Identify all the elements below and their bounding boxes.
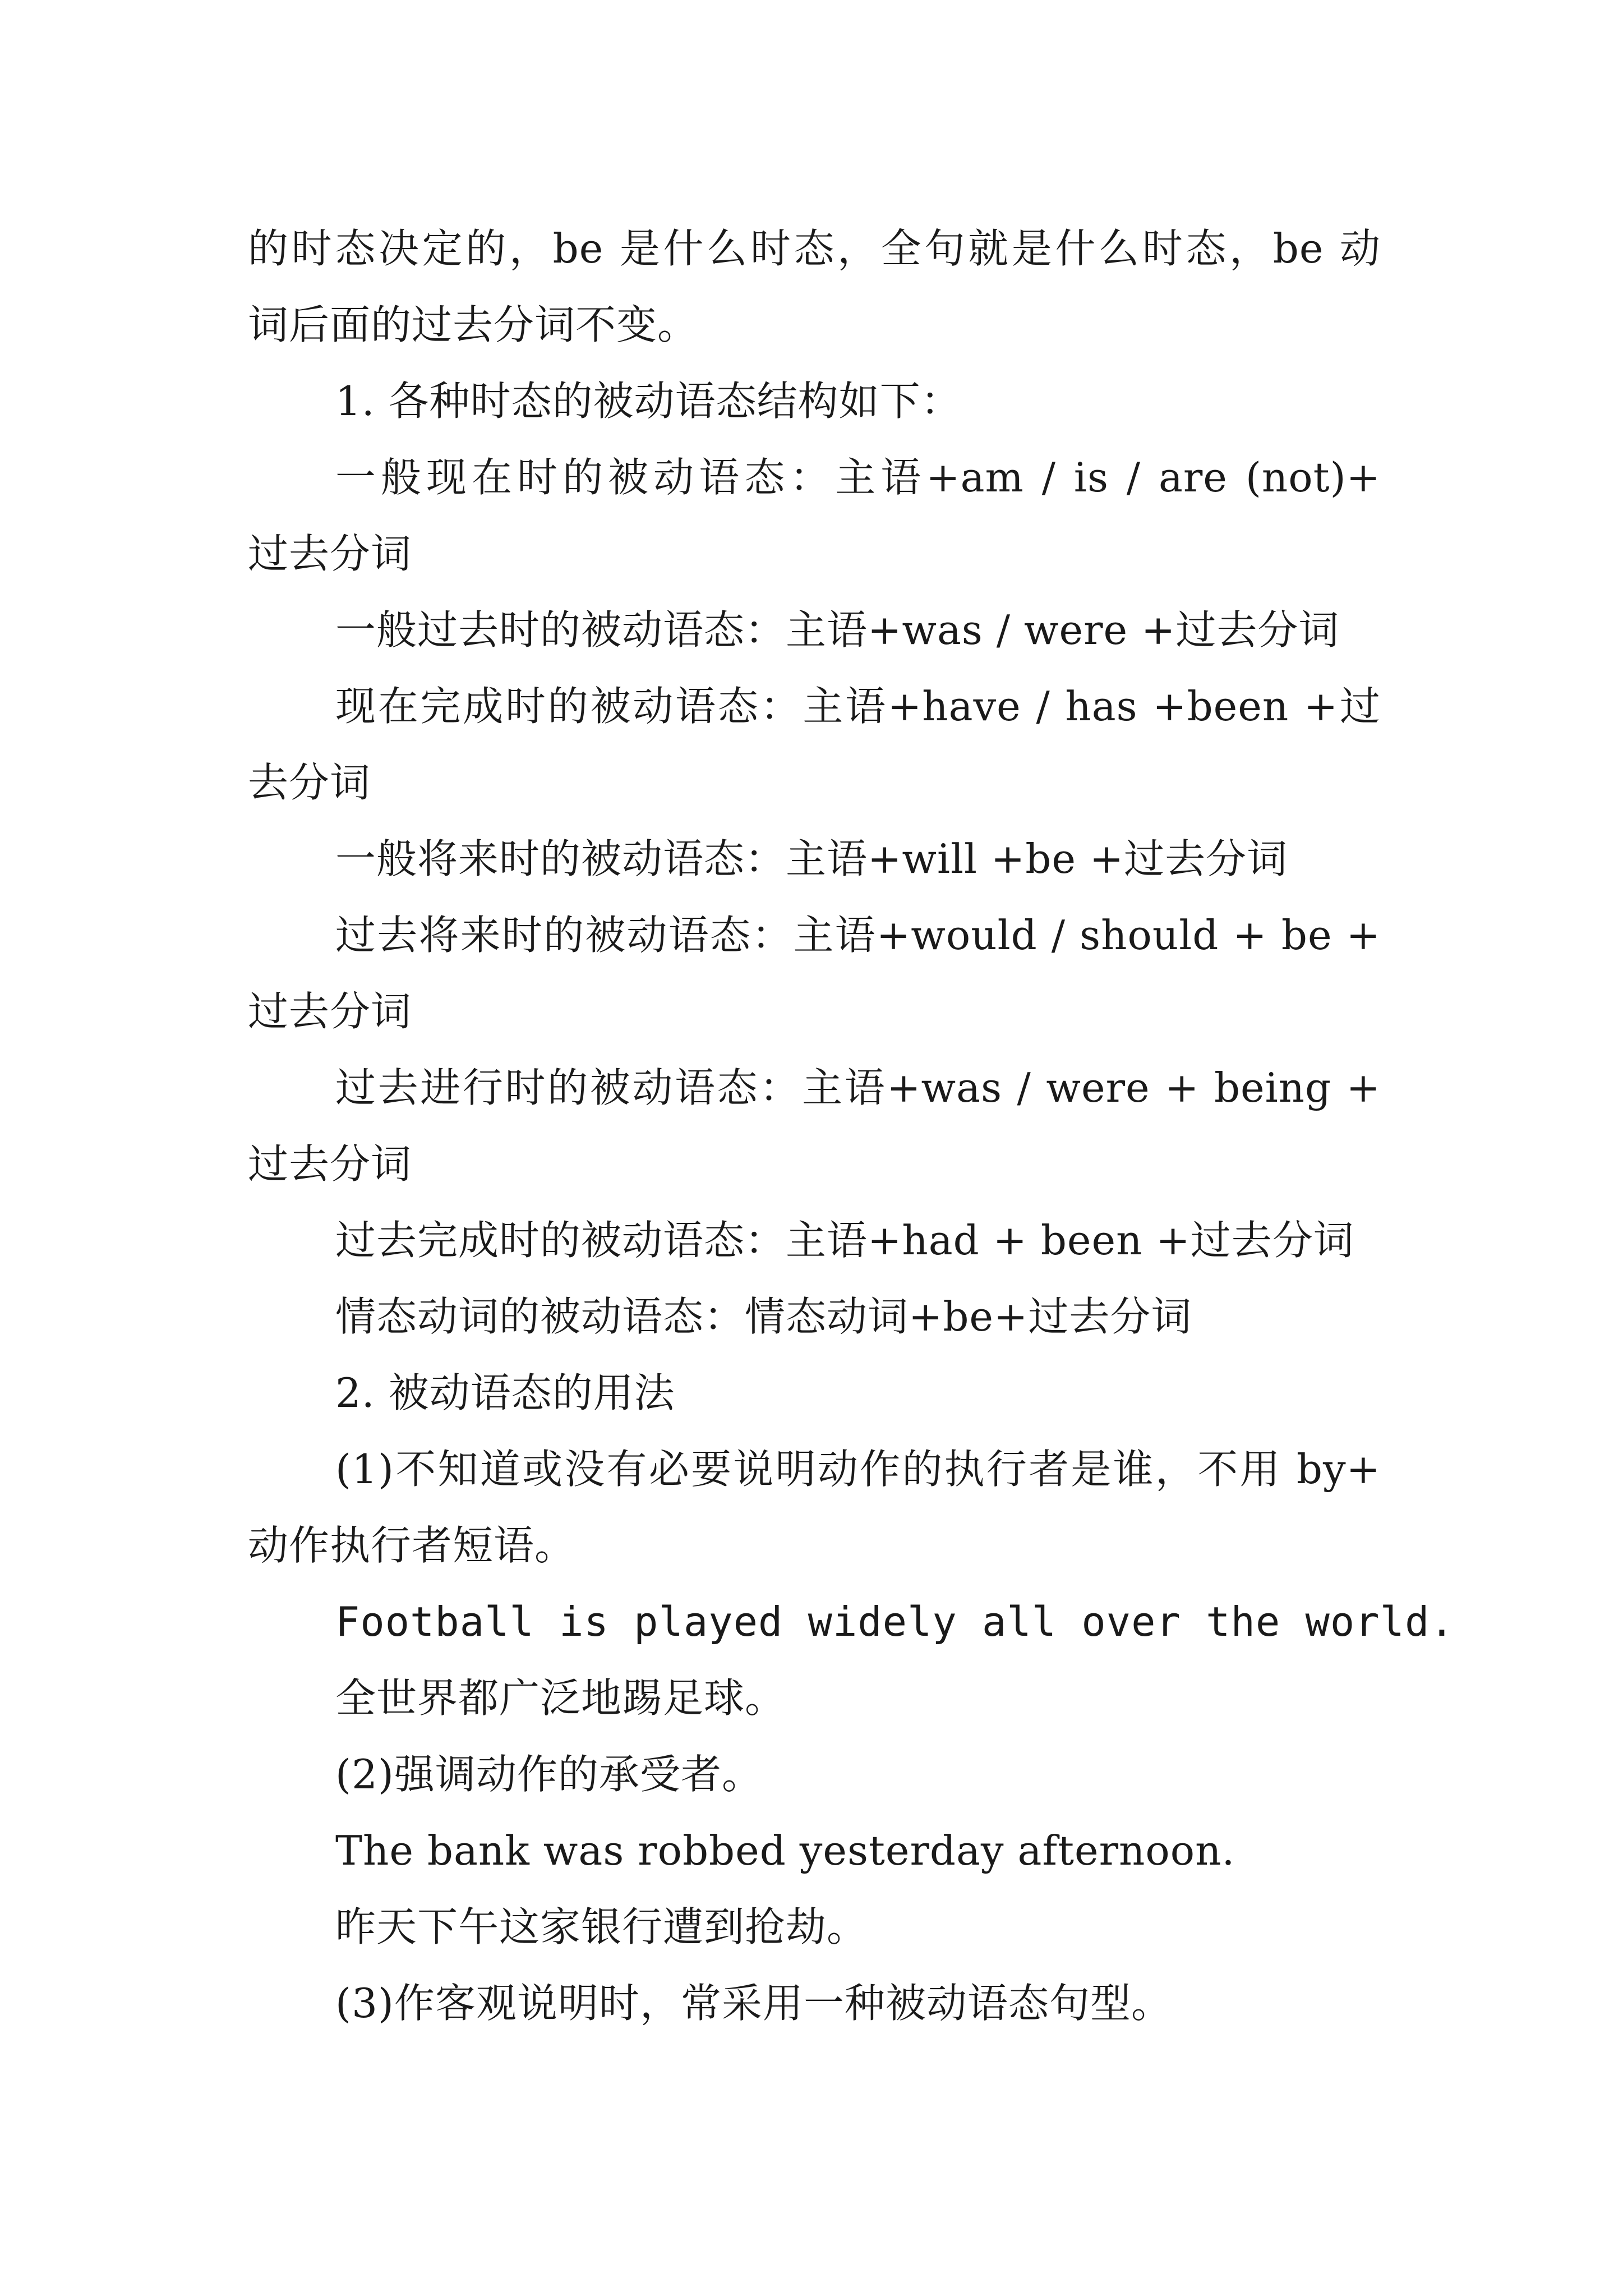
text-line: 过去完成时的被动语态：主语+had + been +过去分词 [335,1217,1354,1264]
text-line: (1)不知道或没有必要说明动作的执行者是谁，不用 by+ [335,1446,1381,1493]
text-line: (2)强调动作的承受者。 [335,1751,763,1798]
example-sentence: The bank was robbed yesterday afternoon. [335,1827,1235,1874]
text-line: 过去将来时的被动语态：主语+would / should + be + [335,912,1381,959]
text-line: 一般现在时的被动语态：主语+am / is / are (not)+ [335,454,1381,501]
document-body [248,210,1455,2041]
example-translation: 昨天下午这家银行遭到抢劫。 [335,1903,868,1950]
text-line: 过去分词 [248,530,412,577]
text-line: 过去进行时的被动语态：主语+was / were + being + [335,1064,1381,1111]
text-line: 情态动词的被动语态：情态动词+be+过去分词 [335,1293,1192,1340]
text-line: 词后面的过去分词不变。 [248,301,699,348]
example-translation: 全世界都广泛地踢足球。 [335,1674,786,1722]
section-heading: 2. 被动语态的用法 [335,1369,675,1416]
text-line: 过去分词 [248,1140,412,1188]
section-heading: 1. 各种时态的被动语态结构如下： [335,378,962,425]
text-line: 现在完成时的被动语态：主语+have / has +been +过 [335,683,1381,730]
text-line: 的时态决定的，be 是什么时态，全句就是什么时态，be 动 [248,225,1381,272]
text-line: 去分词 [248,759,371,806]
text-line: 一般过去时的被动语态：主语+was / were +过去分词 [335,606,1340,654]
example-sentence: Football is played widely all over the world. [335,1598,1455,1645]
text-line: 一般将来时的被动语态：主语+will +be +过去分词 [335,835,1288,882]
text-line: (3)作客观说明时，常采用一种被动语态句型。 [335,1980,1172,2027]
text-line: 过去分词 [248,988,412,1035]
text-line: 动作执行者短语。 [248,1522,576,1569]
